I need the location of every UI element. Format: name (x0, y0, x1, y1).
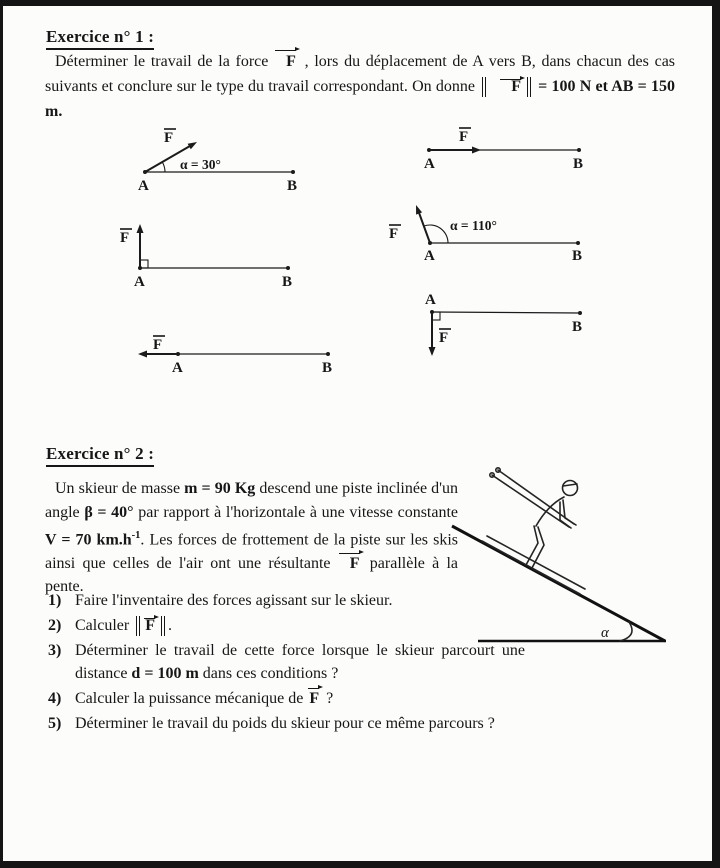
force-norm-symbol (482, 77, 531, 97)
question-text-end: dans ces conditions ? (198, 665, 339, 682)
force-diagram-case2 (415, 118, 610, 178)
question-5 (45, 712, 681, 735)
angle-value: β = 40° (84, 503, 134, 521)
ex2-text-5: parallèle à la pente. (45, 554, 459, 596)
force-label: F (439, 330, 449, 346)
force-arrowhead (137, 224, 144, 233)
exercise2-statement (45, 477, 458, 599)
force-diagram-case1 (123, 126, 378, 204)
force-label: F (120, 230, 130, 246)
ex2-text-3: par rapport à l'horizontale à une vitesse constante (133, 503, 459, 521)
ex1-text-2: , lors du déplacement de A vers B, dans chacun des cas suivants et conclure sur le type du travail correspondant. On donne (45, 53, 676, 95)
question-2 (45, 614, 681, 637)
slope-angle-label: α (601, 625, 609, 641)
angle-label: α = 110° (450, 218, 497, 233)
question-text: Calculer (75, 617, 134, 634)
ex2-text-1: Un skieur de masse (55, 480, 185, 497)
exercise1-statement (45, 49, 675, 124)
distance-value: d = 100 m (131, 665, 199, 682)
force-label: F (164, 130, 174, 146)
point-a-label: A (424, 248, 435, 264)
question-number: 3) (48, 642, 62, 659)
skier-drawing (482, 468, 585, 594)
speed-exponent: -1 (131, 530, 141, 541)
question-3 (45, 639, 525, 685)
point-a-label: A (424, 156, 435, 172)
point-b-label: B (572, 319, 583, 335)
question-text-end: ? (322, 690, 334, 707)
force-diagram-case4 (378, 201, 598, 269)
question-text: Faire l'inventaire des forces agissant sur le skieur. (75, 592, 393, 609)
photo-edge-left (0, 0, 3, 868)
photo-edge-bottom (0, 861, 720, 868)
point-b-label: B (573, 156, 584, 172)
question-text-end: . (167, 617, 172, 634)
point-b-label: B (572, 248, 583, 264)
question-number: 1) (48, 592, 62, 609)
force-vector-symbol: F (338, 552, 363, 576)
exercise1-title: Exercice n° 1 : (46, 27, 154, 50)
point-b-label: B (287, 178, 298, 194)
question-number: 2) (48, 617, 62, 634)
force-label: F (153, 337, 163, 353)
angle-label: α = 30° (180, 157, 221, 172)
point-b-label: B (282, 274, 293, 290)
ex1-given-values: = 100 N et AB = 150 m. (45, 78, 676, 120)
mass-value: m = 90 Kg (184, 480, 256, 497)
ex2-text-4: . Les forces de frottement de la piste sur les skis ainsi que celles de l'air ont une résultante (45, 531, 458, 572)
ex2-text-2: descend une piste inclinée d'un angle (45, 480, 459, 521)
force-diagram-case6 (420, 290, 595, 364)
photo-edge-right (712, 0, 720, 868)
force-vector-symbol: F (307, 687, 322, 710)
force-vector-symbol: F (499, 78, 524, 96)
question-text: Déterminer le travail de cette force lorsque le skieur parcourt une distance (75, 642, 525, 682)
question-1 (45, 589, 681, 612)
force-arrowhead (429, 347, 436, 356)
speed-value: V = 70 km.h (45, 531, 132, 549)
question-number: 5) (48, 715, 62, 732)
point-a-label: A (425, 292, 436, 308)
exercise2-title: Exercice n° 2 : (46, 444, 154, 467)
force-vector-symbol: F (143, 617, 158, 635)
force-arrowhead (188, 142, 197, 149)
force-diagram-case3 (115, 216, 310, 290)
photo-edge-top (0, 0, 720, 6)
question-4 (45, 687, 681, 710)
exercise2-questions (45, 589, 681, 737)
force-label: F (389, 226, 399, 242)
point-a-label: A (172, 360, 183, 376)
question-text: Déterminer le travail du poids du skieur pour ce même parcours ? (75, 715, 495, 732)
question-text: Calculer la puissance mécanique de (75, 690, 308, 707)
force-diagram-case5 (128, 330, 343, 376)
force-vector-symbol: F (274, 49, 299, 74)
force-arrowhead (138, 351, 147, 358)
force-arrowhead (472, 147, 481, 154)
ex1-text-1: Déterminer le travail de la force (55, 53, 269, 70)
point-b-label: B (322, 360, 333, 376)
question-number: 4) (48, 690, 62, 707)
force-norm-symbol (136, 616, 165, 636)
point-a-label: A (138, 178, 149, 194)
point-a-label: A (134, 274, 145, 290)
force-arrowhead (416, 205, 422, 215)
force-label: F (459, 129, 469, 145)
